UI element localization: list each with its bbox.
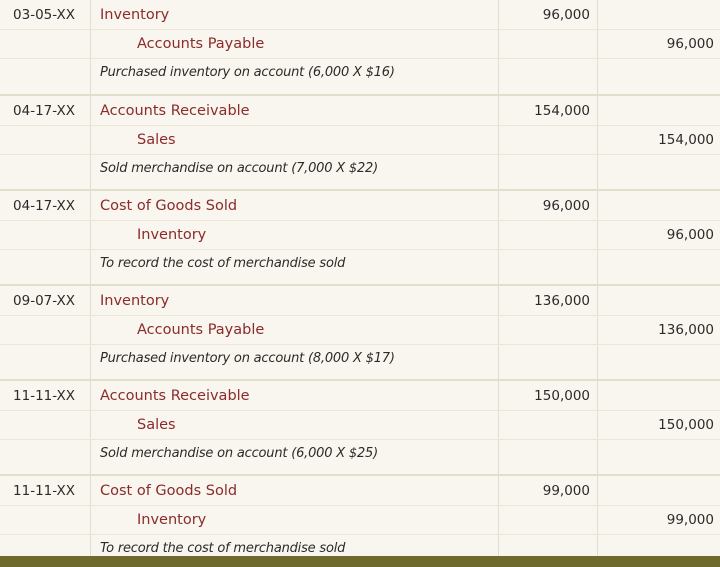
journal-entry bbox=[0, 285, 720, 380]
entry-memo: Sold merchandise on account (7,000 X $22) bbox=[100, 161, 378, 176]
credit-line bbox=[0, 220, 720, 249]
entry-memo: Purchased inventory on account (6,000 X $16) bbox=[100, 65, 395, 80]
footer-bar bbox=[0, 556, 720, 567]
entry-memo: Sold merchandise on account (6,000 X $25) bbox=[100, 446, 378, 461]
credit-amount: 150,000 bbox=[658, 417, 714, 433]
debit-amount: 96,000 bbox=[542, 7, 590, 23]
credit-amount: 136,000 bbox=[658, 322, 714, 338]
journal-entry bbox=[0, 95, 720, 190]
debit-amount: 150,000 bbox=[534, 388, 590, 404]
debit-amount: 136,000 bbox=[534, 293, 590, 309]
debit-line bbox=[0, 192, 720, 220]
entry-memo: To record the cost of merchandise sold bbox=[100, 256, 346, 271]
credit-line bbox=[0, 315, 720, 344]
credit-line bbox=[0, 125, 720, 154]
memo-line bbox=[0, 249, 720, 278]
debit-account: Accounts Receivable bbox=[100, 388, 250, 404]
debit-line bbox=[0, 1, 720, 29]
memo-line bbox=[0, 58, 720, 87]
credit-account: Inventory bbox=[137, 512, 207, 528]
memo-line bbox=[0, 154, 720, 183]
debit-account: Inventory bbox=[100, 7, 170, 23]
debit-line bbox=[0, 477, 720, 505]
credit-account: Sales bbox=[137, 417, 176, 433]
entry-date: 04-17-XX bbox=[13, 103, 75, 119]
entry-memo: Purchased inventory on account (8,000 X $17) bbox=[100, 351, 395, 366]
entry-date: 11-11-XX bbox=[13, 388, 75, 404]
debit-account: Cost of Goods Sold bbox=[100, 483, 238, 499]
journal-entry bbox=[0, 1, 720, 95]
debit-amount: 99,000 bbox=[542, 483, 590, 499]
debit-account: Inventory bbox=[100, 293, 170, 309]
debit-line bbox=[0, 97, 720, 125]
credit-amount: 154,000 bbox=[658, 132, 714, 148]
credit-account: Accounts Payable bbox=[137, 36, 265, 52]
credit-amount: 99,000 bbox=[666, 512, 714, 528]
entry-date: 04-17-XX bbox=[13, 198, 75, 214]
debit-line bbox=[0, 382, 720, 410]
debit-line bbox=[0, 287, 720, 315]
credit-amount: 96,000 bbox=[666, 36, 714, 52]
memo-line bbox=[0, 439, 720, 468]
credit-line bbox=[0, 505, 720, 534]
memo-line bbox=[0, 344, 720, 373]
debit-amount: 96,000 bbox=[542, 198, 590, 214]
debit-account: Cost of Goods Sold bbox=[100, 198, 238, 214]
journal-entry bbox=[0, 380, 720, 475]
credit-account: Inventory bbox=[137, 227, 207, 243]
credit-account: Accounts Payable bbox=[137, 322, 265, 338]
debit-account: Accounts Receivable bbox=[100, 103, 250, 119]
entry-memo: To record the cost of merchandise sold bbox=[100, 541, 346, 556]
credit-amount: 96,000 bbox=[666, 227, 714, 243]
credit-account: Sales bbox=[137, 132, 176, 148]
entry-date: 03-05-XX bbox=[13, 7, 75, 23]
debit-amount: 154,000 bbox=[534, 103, 590, 119]
journal-entry bbox=[0, 475, 720, 561]
credit-line bbox=[0, 29, 720, 58]
credit-line bbox=[0, 410, 720, 439]
entry-date: 11-11-XX bbox=[13, 483, 75, 499]
journal-entry bbox=[0, 190, 720, 285]
entry-date: 09-07-XX bbox=[13, 293, 75, 309]
